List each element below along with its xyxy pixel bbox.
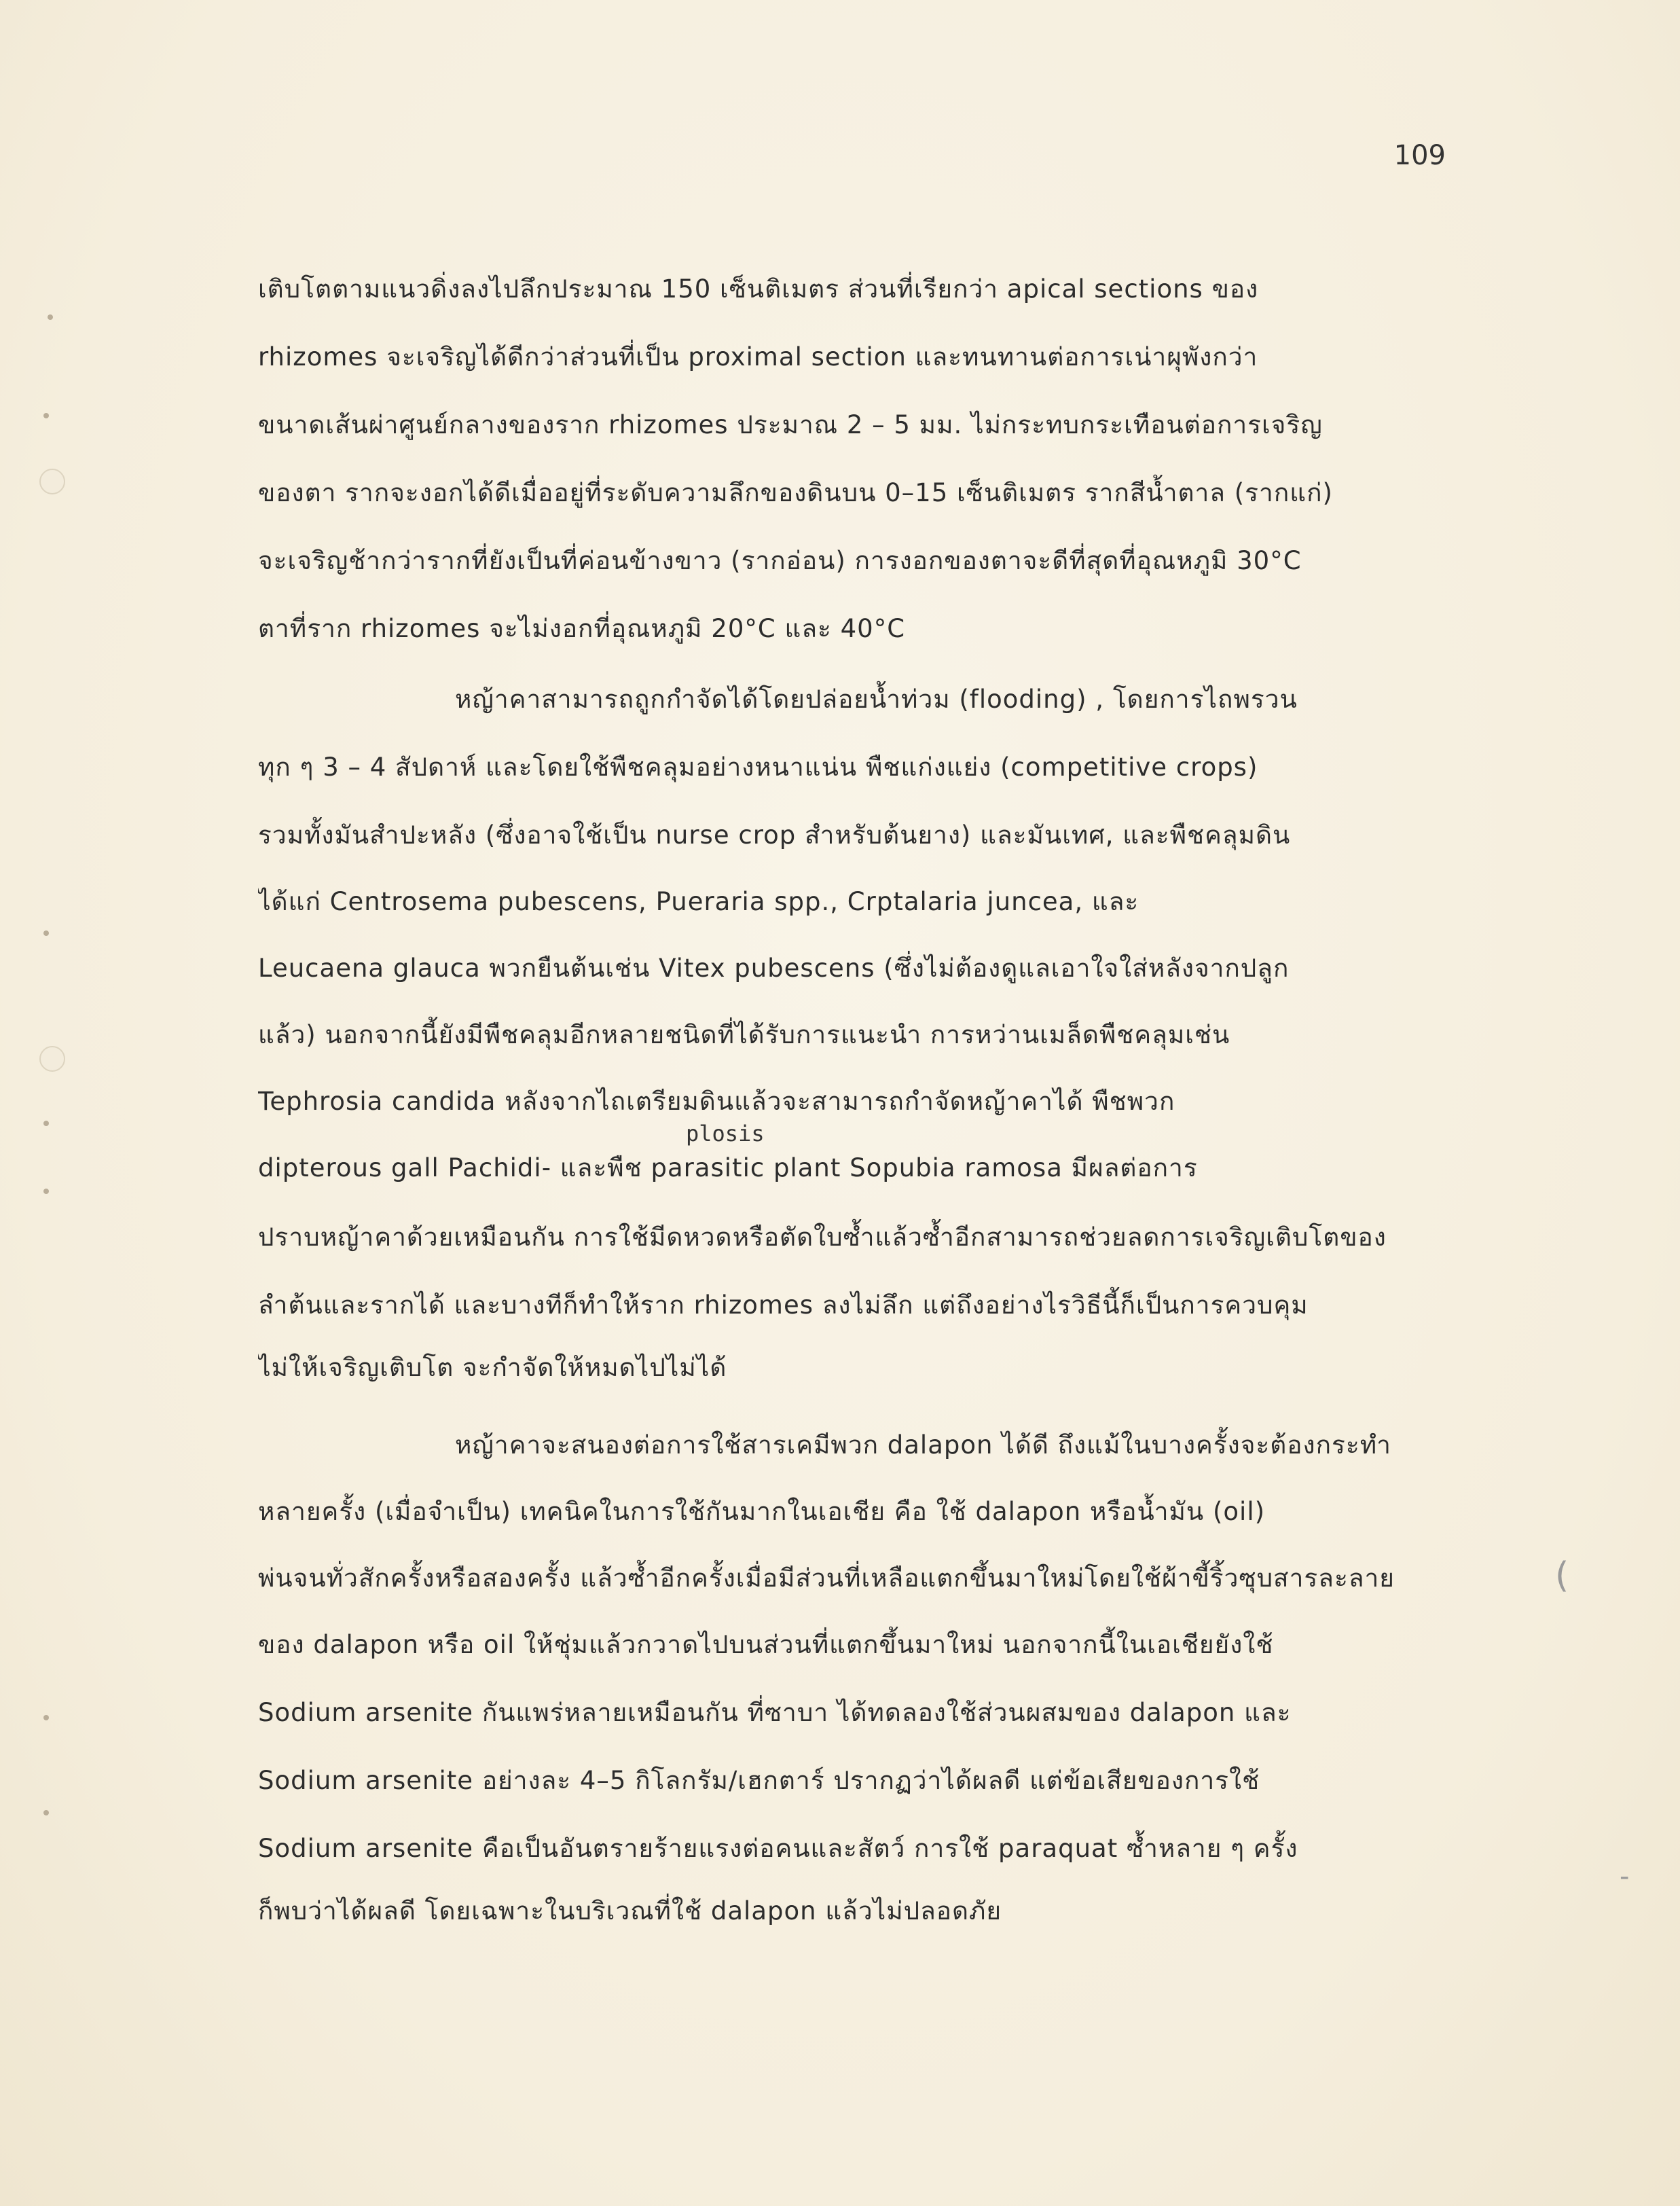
- page-number: 109: [1393, 140, 1446, 171]
- paper-speck: [43, 413, 49, 418]
- paper-speck: [43, 1121, 49, 1126]
- superscript-note: plosis: [686, 1121, 765, 1146]
- text-line: เติบโตตามแนวดิ่งลงไปลึกประมาณ 150 เซ็นติเมตร ส่วนที่เรียกว่า apical sections ของ: [258, 274, 1259, 304]
- text-line: rhizomes จะเจริญได้ดีกว่าส่วนที่เป็น proximal section และทนทานต่อการเน่าผุพังกว่า: [258, 342, 1258, 372]
- paper-speck: [43, 930, 49, 936]
- text-line: ไม่ให้เจริญเติบโต จะกำจัดให้หมดไปไม่ได้: [258, 1353, 727, 1382]
- paper-speck: [48, 314, 53, 320]
- pencil-margin-mark: -: [1620, 1861, 1630, 1892]
- pencil-margin-mark: (: [1555, 1555, 1569, 1596]
- text-line: รวมทั้งมันสำปะหลัง (ซึ่งอาจใช้เป็น nurse crop สำหรับต้นยาง) และมันเทศ, และพืชคลุมดิน: [258, 820, 1291, 850]
- text-line: Sodium arsenite กันแพร่หลายเหมือนกัน ที่ซาบา ได้ทดลองใช้ส่วนผสมของ dalapon และ: [258, 1698, 1292, 1727]
- paragraph-start-line: หญ้าคาสามารถถูกกำจัดได้โดยปล่อยน้ำท่วม (flooding) , โดยการไถพรวน: [455, 685, 1298, 714]
- text-line: ก็พบว่าได้ผลดี โดยเฉพาะในบริเวณที่ใช้ dalapon แล้วไม่ปลอดภัย: [258, 1896, 1002, 1925]
- text-line: Leucaena glauca พวกยืนต้นเช่น Vitex pubescens (ซึ่งไม่ต้องดูแลเอาใจใส่หลังจากปลูก: [258, 954, 1290, 983]
- text-line: ตาที่ราก rhizomes จะไม่งอกที่อุณหภูมิ 20°C และ 40°C: [258, 614, 906, 643]
- text-line: ของตา รากจะงอกได้ดีเมื่ออยู่ที่ระดับความลึกของดินบน 0–15 เซ็นติเมตร รากสีน้ำตาล (รากแก่): [258, 478, 1333, 507]
- text-line: ลำต้นและรากได้ และบางทีก็ทำให้ราก rhizomes ลงไม่ลึก แต่ถึงอย่างไรวิธีนี้ก็เป็นการควบคุม: [258, 1290, 1309, 1320]
- paper-speck: [43, 1715, 49, 1720]
- text-line: ปราบหญ้าคาด้วยเหมือนกัน การใช้มีดหวดหรือตัดใบซ้ำแล้วซ้ำอีกสามารถช่วยลดการเจริญเติบโตของ: [258, 1223, 1387, 1252]
- text-line: Tephrosia candida หลังจากไถเตรียมดินแล้วจะสามารถกำจัดหญ้าคาได้ พืชพวก: [258, 1087, 1175, 1116]
- paper-speck: [43, 1810, 49, 1815]
- text-line: แล้ว) นอกจากนี้ยังมีพืชคลุมอีกหลายชนิดที่ได้รับการแนะนำ การหว่านเมล็ดพืชคลุมเช่น: [258, 1020, 1230, 1049]
- text-line: ขนาดเส้นผ่าศูนย์กลางของราก rhizomes ประมาณ 2 – 5 มม. ไม่กระทบกระเทือนต่อการเจริญ: [258, 410, 1323, 439]
- paper-speck: [43, 1189, 49, 1194]
- paragraph-start-line: หญ้าคาจะสนองต่อการใช้สารเคมีพวก dalapon ได้ดี ถึงแม้ในบางครั้งจะต้องกระทำ: [455, 1430, 1391, 1460]
- text-line: หลายครั้ง (เมื่อจำเป็น) เทคนิคในการใช้กันมากในเอเชีย คือ ใช้ dalapon หรือน้ำมัน (oil): [258, 1497, 1266, 1526]
- text-line: dipterous gall Pachidi- และพืช parasitic plant Sopubia ramosa มีผลต่อการ: [258, 1153, 1198, 1182]
- punch-hole: [39, 469, 65, 494]
- text-line: Sodium arsenite คือเป็นอันตรายร้ายแรงต่อคนและสัตว์ การใช้ paraquat ซ้ำหลาย ๆ ครั้ง: [258, 1834, 1298, 1863]
- text-line: ทุก ๆ 3 – 4 สัปดาห์ และโดยใช้พืชคลุมอย่างหนาแน่น พืชแก่งแย่ง (competitive crops): [258, 753, 1258, 782]
- text-line: จะเจริญช้ากว่ารากที่ยังเป็นที่ค่อนข้างขาว (รากอ่อน) การงอกของตาจะดีที่สุดที่อุณหภูมิ 30°C: [258, 546, 1302, 575]
- punch-hole: [39, 1046, 65, 1072]
- text-line: Sodium arsenite อย่างละ 4–5 กิโลกรัม/เฮกตาร์ ปรากฏว่าได้ผลดี แต่ข้อเสียของการใช้: [258, 1766, 1260, 1795]
- text-line: ของ dalapon หรือ oil ให้ชุ่มแล้วกวาดไปบนส่วนที่แตกขึ้นมาใหม่ นอกจากนี้ในเอเชียยังใช้: [258, 1630, 1274, 1659]
- text-line: ได้แก่ Centrosema pubescens, Pueraria spp., Crptalaria juncea, และ: [258, 887, 1139, 916]
- text-line: พ่นจนทั่วสักครั้งหรือสองครั้ง แล้วซ้ำอีกครั้งเมื่อมีส่วนที่เหลือแตกขึ้นมาใหม่โดยใช้ผ้าขี้ริ้วซุบสารละลาย: [258, 1563, 1395, 1593]
